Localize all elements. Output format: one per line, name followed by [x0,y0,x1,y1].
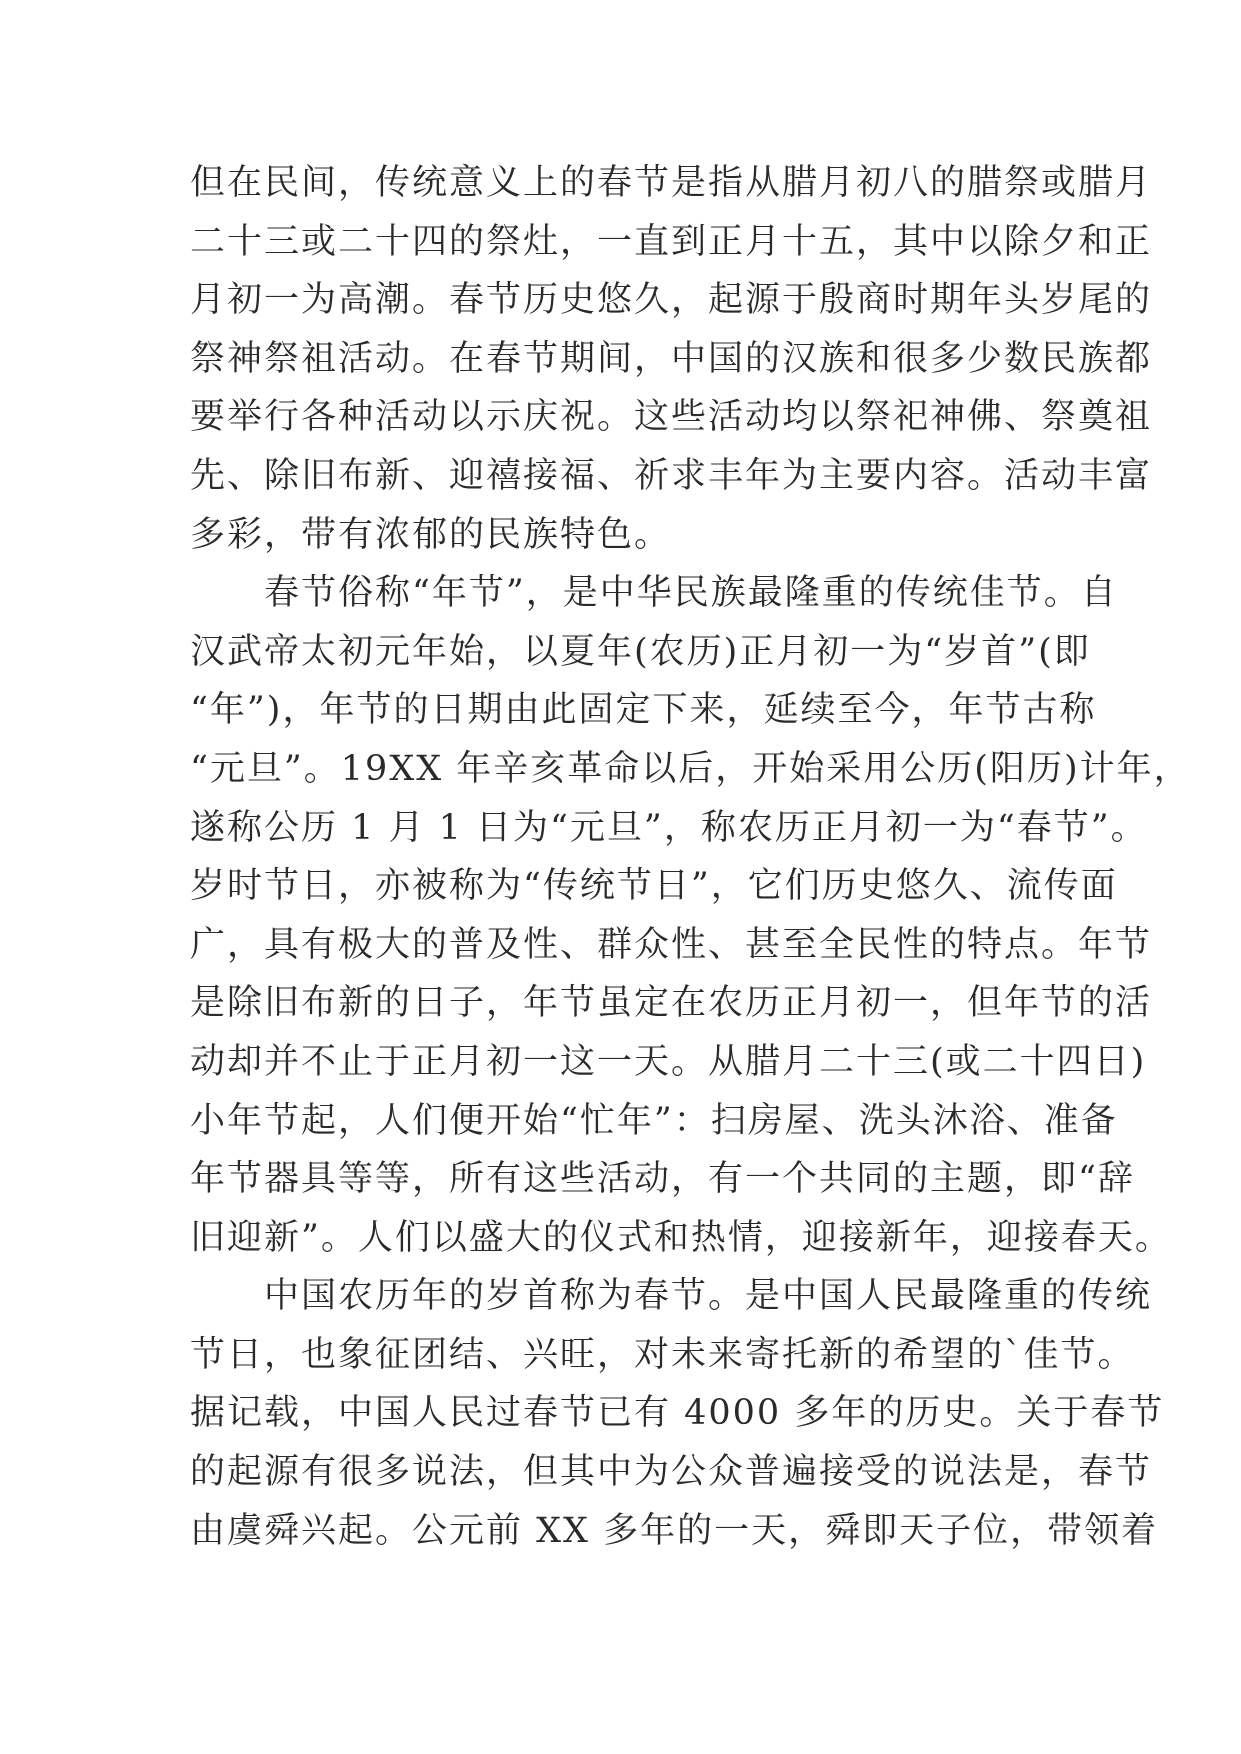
text-line: 由虞舜兴起。公元前 XX 多年的一天，舜即天子位，带领着 [190,1510,1159,1551]
text-line: 旧迎新”。人们以盛大的仪式和热情，迎接新年，迎接春天。 [190,1217,1172,1258]
text-line: 遂称公历 1 月 1 日为“元旦”，称农历正月初一为“春节”。 [190,807,1148,848]
text-line: 要举行各种活动以示庆祝。这些活动均以祭祀神佛、祭奠祖 [190,397,1153,438]
text-line: 祭神祭祖活动。在春节期间，中国的汉族和很多少数民族都 [190,338,1153,379]
text-line: “年”)，年节的日期由此固定下来，延续至今，年节古称 [190,690,1097,731]
text-line: 先、除旧布新、迎禧接福、祈求丰年为主要内容。活动丰富 [190,455,1153,496]
text-line: 二十三或二十四的祭灶，一直到正月十五，其中以除夕和正 [190,221,1153,262]
text-line: 春节俗称“年节”，是中华民族最隆重的传统佳节。自 [190,573,1118,614]
text-line: 年节器具等等，所有这些活动，有一个共同的主题，即“辞 [190,1159,1135,1200]
text-line: 据记载，中国人民过春节已有 4000 多年的历史。关于春节 [190,1393,1165,1434]
paragraph-1 [190,154,1153,564]
text-line: 广，具有极大的普及性、群众性、甚至全民性的特点。年节 [190,924,1153,965]
text-line: 月初一为高潮。春节历史悠久，起源于殷商时期年头岁尾的 [190,280,1153,321]
text-line: 岁时节日，亦被称为“传统节日”，它们历史悠久、流传面 [190,866,1118,907]
text-line: 动却并不止于正月初一这一天。从腊月二十三(或二十四日) [190,1041,1147,1082]
text-line: 小年节起，人们便开始“忙年”：扫房屋、洗头沐浴、准备 [190,1100,1118,1141]
text-line: 的起源有很多说法，但其中为公众普遍接受的说法是，春节 [190,1452,1153,1493]
text-line: 多彩，带有浓郁的民族特色。 [190,514,672,555]
text-line: 是除旧布新的日子，年节虽定在农历正月初一，但年节的活 [190,983,1153,1024]
text-line: 中国农历年的岁首称为春节。是中国人民最隆重的传统 [190,1276,1153,1317]
document-body [190,154,1191,1560]
text-line: 汉武帝太初元年始，以夏年(农历)正月初一为“岁首”(即 [190,631,1091,672]
text-line: 但在民间，传统意义上的春节是指从腊月初八的腊祭或腊月 [190,163,1153,203]
paragraph-3 [190,1267,1165,1560]
paragraph-2 [190,564,1191,1267]
text-line: “元旦”。19XX 年辛亥革命以后，开始采用公历(阳历)计年， [190,748,1191,789]
text-line: 节日，也象征团结、兴旺，对未来寄托新的希望的`佳节。 [190,1334,1135,1375]
